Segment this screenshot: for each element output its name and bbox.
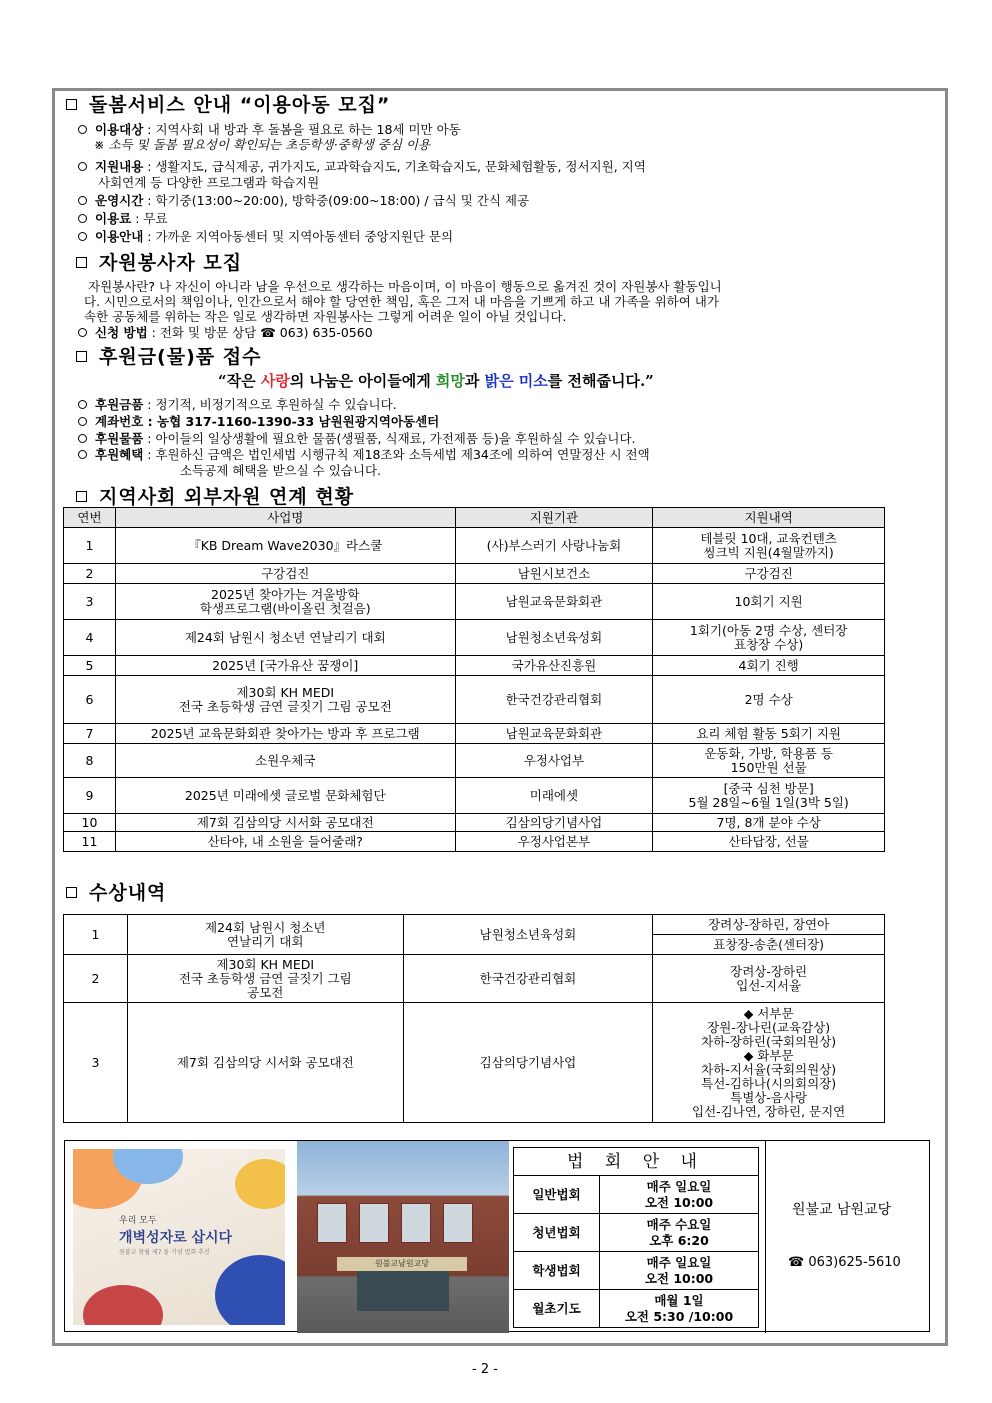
- footer-box: [64, 1140, 930, 1332]
- section-title-awards: 수상내역: [66, 878, 166, 905]
- resources-cell: 우정사업부: [455, 744, 653, 778]
- table-row: [514, 1290, 759, 1328]
- donation-item-continued: 소득공제 혜택을 받으실 수 있습니다.: [180, 463, 381, 478]
- table-row: [64, 528, 885, 564]
- resources-cell: 2025년 찾아가는 겨울방학 학생프로그램(바이올린 첫걸음): [115, 584, 455, 620]
- table-row: [64, 724, 885, 744]
- resources-cell: 남원교육문화회관: [455, 724, 653, 744]
- resources-cell: 요리 체험 활동 5회기 지원: [653, 724, 885, 744]
- table-row: [64, 1003, 885, 1123]
- volunteer-para-3: 속한 공동체를 위하는 작은 일로 생각하면 자원봉사는 그렇게 어려운 일이 아닐 것입니다.: [84, 309, 567, 324]
- awards-cell: 2: [64, 955, 128, 1003]
- resources-cell: 1회기(아동 2명 수상, 센터장 표창장 수상): [653, 620, 885, 656]
- awards-detail-cell: ◆ 서부문 장원-장나린(교육감상) 차하-장하린(국회의원상) ◆ 화부문 차하-지서율(국회의원상) 특선-김하나(시의회의장) 특별상-음사랑 입선-김나연, 장하린, 문지연: [653, 1003, 885, 1123]
- table-row: [64, 778, 885, 814]
- resources-header-cell: 사업명: [115, 508, 455, 528]
- resources-cell: 1: [64, 528, 116, 564]
- resources-cell: 제7회 김삼의당 시서화 공모대전: [115, 814, 455, 832]
- resources-cell: 3: [64, 584, 116, 620]
- table-row: [514, 1214, 759, 1252]
- awards-table: [63, 914, 885, 1123]
- care-item-continued: 사회연계 등 다양한 프로그램과 학습지원: [98, 175, 320, 190]
- resources-cell: 남원교육문화회관: [455, 584, 653, 620]
- awards-cell: 1: [64, 915, 128, 955]
- care-item: 운영시간 : 학기중(13:00~20:00), 방학중(09:00~18:00) / 급식 및 간식 제공: [78, 193, 529, 208]
- table-row: [64, 744, 885, 778]
- section-title-volunteer: 자원봉사자 모집: [76, 248, 242, 275]
- resources-cell: 10: [64, 814, 116, 832]
- resources-cell: 6: [64, 676, 116, 724]
- section-title-resources: 지역사회 외부자원 연계 현황: [76, 482, 354, 509]
- resources-cell: [중국 심천 방문] 5월 28일~6월 1일(3박 5일): [653, 778, 885, 814]
- resources-cell: 9: [64, 778, 116, 814]
- church-name: 원불교 남원교당: [792, 1202, 892, 1218]
- resources-cell: 2025년 [국가유산 꿈쟁이]: [115, 656, 455, 676]
- meeting-time: 매주 수요일 오후 6:20: [600, 1214, 759, 1252]
- resources-cell: 2025년 교육문화회관 찾아가는 방과 후 프로그램: [115, 724, 455, 744]
- table-row: [64, 832, 885, 852]
- awards-cell: 한국건강관리협회: [403, 955, 653, 1003]
- resources-cell: 김삼의당기념사업: [455, 814, 653, 832]
- photo-sign: 원불교남원교당: [337, 1257, 467, 1271]
- table-row: [64, 564, 885, 584]
- resources-cell: (사)부스러기 사랑나눔회: [455, 528, 653, 564]
- resources-cell: 산타답장, 선물: [653, 832, 885, 852]
- resources-cell: 2025년 미래에셋 글로벌 문화체험단: [115, 778, 455, 814]
- awards-detail-cell: 장려상-장하린 입선-지서율: [653, 955, 885, 1003]
- church-phone: ☎ 063)625-5610: [788, 1255, 901, 1270]
- table-row: [514, 1176, 759, 1214]
- care-item: 이용료 : 무료: [78, 211, 168, 226]
- table-row: [64, 915, 885, 935]
- awards-cell: 제30회 KH MEDI 전국 초등학생 금연 글짓기 그림 공모전: [127, 955, 403, 1003]
- table-row: [64, 955, 885, 1003]
- meeting-name: 청년법회: [514, 1214, 600, 1252]
- meeting-name: 월초기도: [514, 1290, 600, 1328]
- meeting-time: 매주 일요일 오전 10:00: [600, 1176, 759, 1214]
- resources-cell: 8: [64, 744, 116, 778]
- care-note: ※ 소득 및 돌봄 필요성이 확인되는 초등학생·중학생 중심 이용: [94, 137, 431, 152]
- awards-cell: 김삼의당기념사업: [403, 1003, 653, 1123]
- awards-cell: 남원청소년육성회: [403, 915, 653, 955]
- resources-cell: 7명, 8개 분야 수상: [653, 814, 885, 832]
- poster-image: [73, 1149, 285, 1325]
- resources-cell: 구강검진: [653, 564, 885, 584]
- table-row: [64, 620, 885, 656]
- resources-cell: 구강검진: [115, 564, 455, 584]
- resources-cell: 테블릿 10대, 교육컨텐츠 씽크빅 지원(4월말까지): [653, 528, 885, 564]
- awards-cell: 제7회 김삼의당 시서화 공모대전: [127, 1003, 403, 1123]
- meeting-name: 일반법회: [514, 1176, 600, 1214]
- resources-cell: 7: [64, 724, 116, 744]
- section-title-care: 돌봄서비스 안내 “이용아동 모집”: [66, 90, 390, 117]
- resources-cell: 우정사업본부: [455, 832, 653, 852]
- volunteer-apply: 신청 방법 : 전화 및 방문 상담 ☎ 063) 635-0560: [78, 325, 373, 340]
- resources-cell: 11: [64, 832, 116, 852]
- table-row: [64, 584, 885, 620]
- page-number: - 2 -: [472, 1362, 498, 1377]
- resources-header-cell: 지원기관: [455, 508, 653, 528]
- resources-cell: 제24회 남원시 청소년 연날리기 대회: [115, 620, 455, 656]
- meeting-time: 매월 1일 오전 5:30 /10:00: [600, 1290, 759, 1328]
- awards-detail-cell: 장려상-장하린, 장연아: [653, 915, 885, 935]
- donation-item: 계좌번호 : 농협 317-1160-1390-33 남원원광지역아동센터: [78, 414, 439, 429]
- resources-cell: 제30회 KH MEDI 전국 초등학생 금연 글짓기 그림 공모전: [115, 676, 455, 724]
- dharma-meeting-title: 법 회 안 내: [514, 1148, 759, 1176]
- resources-cell: 한국건강관리협회: [455, 676, 653, 724]
- poster-line3: 원불교 창립 제7 돌 기념 법회 추진: [119, 1249, 210, 1256]
- resources-cell: 남원시보건소: [455, 564, 653, 584]
- dharma-meeting-table: [513, 1147, 759, 1328]
- section-title-donation: 후원금(물)품 접수: [76, 342, 261, 369]
- resources-table: [63, 507, 885, 852]
- resources-header-cell: 지원내역: [653, 508, 885, 528]
- resources-cell: 산타야, 내 소원을 들어줄래?: [115, 832, 455, 852]
- table-row: [64, 676, 885, 724]
- donation-item: 후원혜택 : 후원하신 금액은 법인세법 시행규칙 제18조와 소득세법 제34조에 의하여 연말정산 시 전액: [78, 447, 650, 462]
- donation-item: 후원물품 : 아이들의 일상생활에 필요한 물품(생필품, 식재료, 가전제품 등)을 후원하실 수 있습니다.: [78, 431, 636, 446]
- resources-cell: 4: [64, 620, 116, 656]
- care-item: 이용안내 : 가까운 지역아동센터 및 지역아동센터 중앙지원단 문의: [78, 229, 453, 244]
- resources-cell: 국가유산진흥원: [455, 656, 653, 676]
- table-row: [64, 656, 885, 676]
- awards-cell: 제24회 남원시 청소년 연날리기 대회: [127, 915, 403, 955]
- resources-cell: 10회기 지원: [653, 584, 885, 620]
- table-row: [64, 814, 885, 832]
- volunteer-para-1: 자원봉사란? 나 자신이 아니라 남을 우선으로 생각하는 마음이며, 이 마음이 행동으로 옮겨진 것이 자원봉사 활동입니: [88, 279, 722, 294]
- poster-line1: 우리 모두: [119, 1216, 157, 1226]
- resources-cell: 4회기 진행: [653, 656, 885, 676]
- resources-cell: 2: [64, 564, 116, 584]
- poster-line2: 개벽성자로 삽시다: [119, 1230, 233, 1246]
- donation-quote: “작은 사랑의 나눔은 아이들에게 희망과 밝은 미소를 전해줍니다.”: [218, 372, 654, 390]
- awards-cell: 3: [64, 1003, 128, 1123]
- resources-cell: 소원우체국: [115, 744, 455, 778]
- resources-cell: 미래에셋: [455, 778, 653, 814]
- meeting-time: 매주 일요일 오전 10:00: [600, 1252, 759, 1290]
- resources-cell: 운동화, 가방, 학용품 등 150만원 선물: [653, 744, 885, 778]
- resources-cell: 남원청소년육성회: [455, 620, 653, 656]
- church-photo: [297, 1141, 509, 1333]
- resources-cell: 『KB Dream Wave2030』라스쿨: [115, 528, 455, 564]
- table-row: [514, 1252, 759, 1290]
- care-item: 이용대상 : 지역사회 내 방과 후 돌봄을 필요로 하는 18세 미만 아동: [78, 122, 461, 137]
- volunteer-para-2: 다. 시민으로서의 책임이나, 인간으로서 해야 할 당연한 책임, 혹은 그저 내 마음을 기쁘게 하고 내 가족을 위하여 내가: [84, 294, 719, 309]
- resources-cell: 2명 수상: [653, 676, 885, 724]
- church-info: [765, 1141, 931, 1333]
- resources-header-cell: 연번: [64, 508, 116, 528]
- awards-detail-cell: 표창장-송춘(센터장): [653, 935, 885, 955]
- resources-cell: 5: [64, 656, 116, 676]
- care-item: 지원내용 : 생활지도, 급식제공, 귀가지도, 교과학습지도, 기초학습지도, 문화체험활동, 정서지원, 지역: [78, 159, 646, 174]
- meeting-name: 학생법회: [514, 1252, 600, 1290]
- donation-item: 후원금품 : 정기적, 비정기적으로 후원하실 수 있습니다.: [78, 397, 397, 412]
